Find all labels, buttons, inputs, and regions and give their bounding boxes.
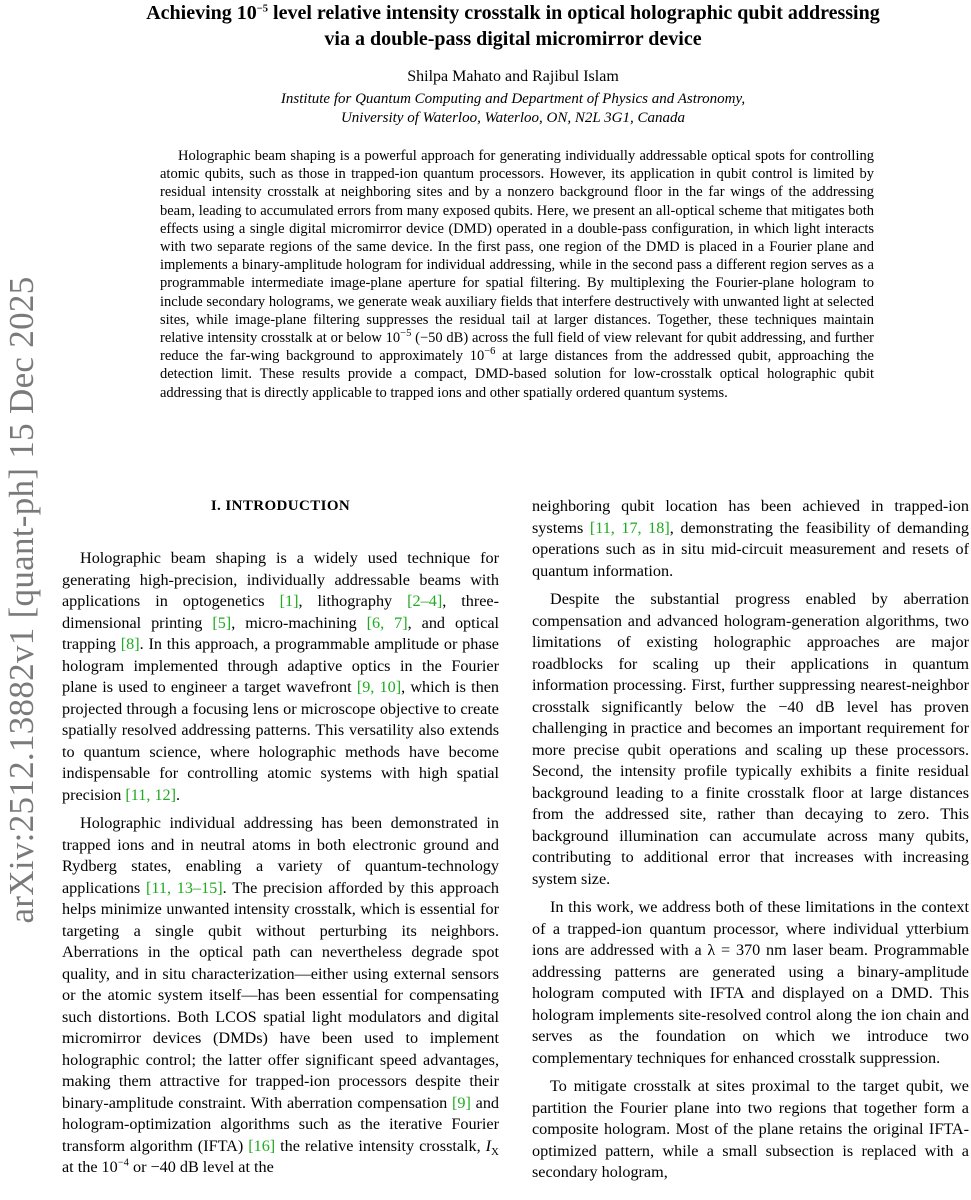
citation-link[interactable]: [9] (452, 1093, 471, 1112)
author-list: Shilpa Mahato and Rajibul Islam (407, 68, 619, 85)
intro-paragraph-2: Holographic individual addressing has been demonstrated in trapped ions and in neutral atoms in both electronic ground and Rydberg states, enabling a variety of quantum-technology applications [11, 13–15]. The precision afforded by this approach helps minimize unwanted intensity crosstalk, which is essential for targeting a single qubit without perturbing its neighbors. Aberrations in the optical path can nevertheless degrade spot quality, and in situ characterization—either using external sensors or the atomic system itself—has been essential for compensating such distortions. Both LCOS spatial light modulators and digital micromirror devices (DMDs) have been used to implement holographic control; the latter offer significant speed advantages, making them attractive for trapped-ion processors despite their binary-amplitude constraint. With aberration compensation [9] and hologram-optimization algorithms such as the iterative Fourier transform algorithm (IFTA) [16] the relative intensity crosstalk, $I_X$ at the $10^{-4}$ or −40 dB level at the (62, 814, 500, 1176)
title-line-2: via a double-pass digital micromirror device (324, 28, 702, 50)
citation-link[interactable]: [6, 7] (366, 613, 408, 632)
citation-link[interactable]: [8] (120, 635, 140, 653)
intro-paragraph-1: Holographic beam shaping is a widely used technique for generating high-precision, individually addressable beams with applications in optogenetics [1], lithography [2–4], three-dimensional printing [5], micro-machining [6, 7], and optical trapping [8]. In this approach, a programmable amplitude or phase hologram implemented through adaptive optics in the Fourier plane is used to engineer a target wavefront [9, 10], which is then projected through a focusing lens or microscope objective to create spatially resolved addressing patterns. This versatility also extends to quantum science, where holographic methods have become indispensable for controlling atomic systems with high spatial precision [11, 12]. (62, 549, 500, 804)
right-column (532, 496, 969, 1191)
arxiv-sidebar (0, 0, 40, 1200)
title-exponent: −5 (256, 3, 269, 15)
citation-link[interactable]: [2–4] (407, 592, 443, 610)
abstract-paragraph: Holographic beam shaping is a powerful approach for generating individually addressable optical spots for controlling atomic qubits, such as those in trapped-ion quantum processors. However, its application in qubit control is limited by residual intensity crosstalk at neighboring sites and by a nonzero background floor in the far wings of the addressing beam, leading to accumulated errors from many exposed qubits. Here, we present an all-optical scheme that mitigates both effects using a single digital micromirror device (DMD) operated in a double-pass configuration, in which light interacts with two separate regions of the same device. In the first pass, one region of the DMD is placed in a Fourier plane and implements a binary-amplitude hologram for individual addressing, while in the second pass a different region serves as a programmable intermediate image-plane aperture for spatial filtering. By multiplexing the Fourier-plane hologram to include secondary holograms, we generate weak auxiliary fields that interfere destructively with unwanted light at selected sites, while image-plane filtering suppresses the residual tail at larger distances. Together, these techniques maintain relative intensity crosstalk at or below $10^{-5}$ (−50 dB) across the full field of view relevant for qubit addressing, and further reduce the far-wing background to approximately $10^{-6}$ at large distances from the addressed qubit, approaching the detection limit. These results provide a compact, DMD-based solution for low-crosstalk optical holographic qubit addressing that is directly applicable to trapped ions and other spatially ordered quantum systems. (160, 148, 874, 401)
section-heading-introduction: I. INTRODUCTION (210, 498, 351, 514)
citation-link[interactable]: [16] (248, 1136, 276, 1155)
citation-link[interactable]: [1] (279, 592, 299, 610)
title-line-1: Achieving $10^{-5}$ level relative intensity crosstalk in optical holographic qubit addressing (146, 2, 880, 24)
citation-link[interactable]: [11, 17, 18] (589, 518, 670, 537)
left-column (62, 496, 499, 1186)
citation-link[interactable]: [9, 10] (356, 678, 402, 696)
abstract (160, 147, 874, 402)
intro-paragraph-6: To mitigate crosstalk at sites proximal to the target qubit, we partition the Fourier plane into two regions that together form a composite hologram. Most of the plane retains the original IFTA-optimized pattern, while a small subsection is replaced with a secondary hologram, (532, 1077, 969, 1181)
intro-paragraph-5: In this work, we address both of these limitations in the context of a trapped-ion quantum processor, where individual ytterbium ions are addressed with a λ = 370 nm laser beam. Programmable addressing patterns are generated using a binary-amplitude hologram computed with IFTA and displayed on a DMD. This hologram implements site-resolved control along the ion chain and serves as the foundation on which we introduce two complementary techniques for enhanced crosstalk suppression. (532, 898, 969, 1067)
citation-link[interactable]: [11, 12] (125, 785, 177, 804)
affiliation: Institute for Quantum Computing and Department of Physics and Astronomy, University of Waterloo, Waterloo, ON, N2L 3G1, Canada (280, 91, 746, 126)
arxiv-identifier: arXiv:2512.13882v1 [quant-ph] 15 Dec 2025 (2, 276, 41, 924)
citation-link[interactable]: [11, 13–15] (146, 878, 223, 897)
intro-paragraph-3: neighboring qubit location has been achieved in trapped-ion systems [11, 17, 18], demonstrating the feasibility of demanding operations such as in situ mid-circuit measurement and resets of quantum information. (532, 497, 969, 580)
intro-paragraph-4: Despite the substantial progress enabled by aberration compensation and advanced hologram-generation algorithms, two limitations of existing holographic approaches are major roadblocks for scaling up their applications in quantum information processing. First, further suppressing nearest-neighbor crosstalk significantly below the −40 dB level has proven challenging in practice and becomes an important requirement for more precise qubit operations and scaling up these processors. Second, the intensity profile typically exhibits a finite residual background leading to a finite crosstalk floor at large distances from the addressed site, rather than decaying to zero. This background illumination can accumulate across many qubits, contributing to additional error that increases with increasing system size. (532, 590, 969, 888)
citation-link[interactable]: [5] (212, 613, 232, 632)
paper-title (55, 0, 971, 52)
